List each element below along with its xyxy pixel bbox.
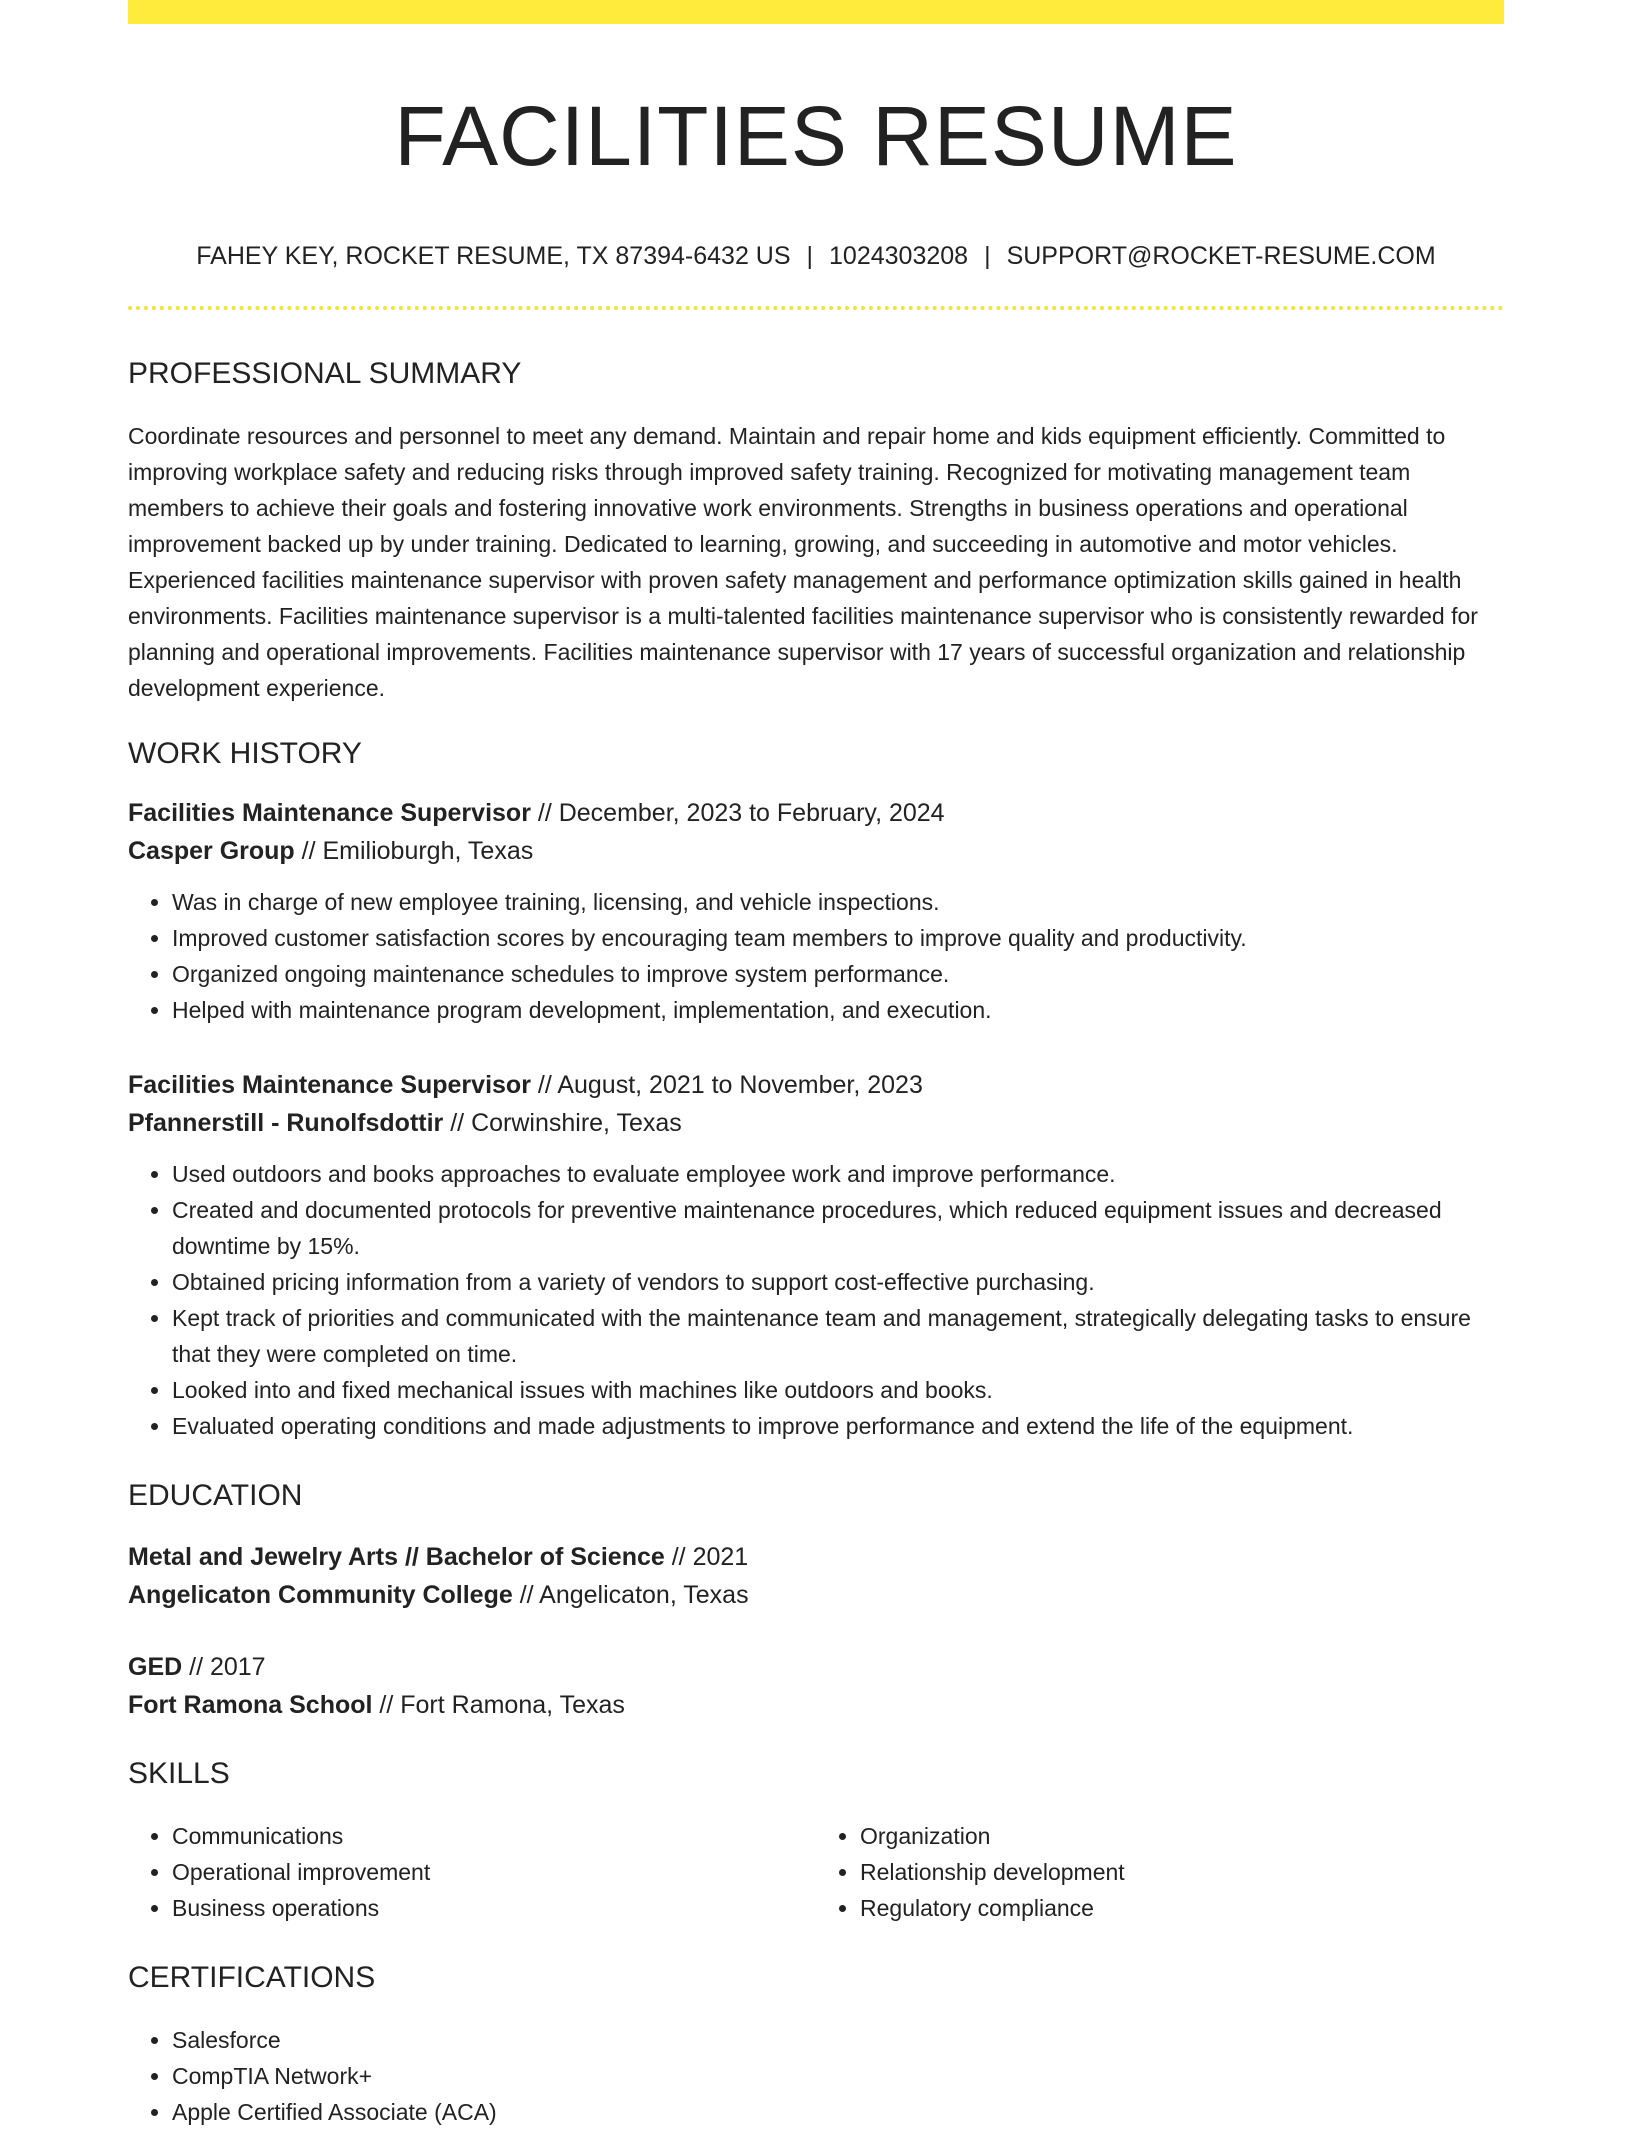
skills-column-right (816, 1818, 1504, 1926)
job-bullet: • Was in charge of new employee training, licensing, and vehicle inspections. (172, 884, 1504, 920)
skill-item: • Communications (172, 1818, 816, 1854)
contact-info (128, 240, 1504, 272)
school-line (128, 1686, 1504, 1724)
job-bullets (128, 1156, 1504, 1444)
job-bullet: • Evaluated operating conditions and made adjustments to improve performance and extend the life of the equipment. (172, 1408, 1504, 1444)
education-entry (128, 1648, 1504, 1724)
graduation-year: // 2017 (182, 1653, 266, 1681)
school-location: // Angelicaton, Texas (512, 1581, 749, 1609)
job-bullet: • Used outdoors and books approaches to evaluate employee work and improve performance. (172, 1156, 1504, 1192)
summary-text: Coordinate resources and personnel to meet any demand. Maintain and repair home and kids equipment efficiently. Committed to improving workplace safety and reducing risks through improved safety training. Recognized for motivating management team members to achieve their goals and fostering innovative work environments. Strengths in business operations and operational improvement backed up by under training. Dedicated to learning, growing, and succeeding in automotive and motor vehicles. Experienced facilities maintenance supervisor with proven safety management and performance optimization skills gained in health environments. Facilities maintenance supervisor is a multi-talented facilities maintenance supervisor who is consistently rewarded for planning and operational improvements. Facilities maintenance supervisor with 17 years of successful organization and relationship development experience. (128, 423, 1478, 701)
job-location: // Corwinshire, Texas (443, 1109, 682, 1137)
job-company-line (128, 832, 1504, 870)
graduation-year: // 2021 (664, 1543, 749, 1571)
job-bullet: • Helped with maintenance program development, implementation, and execution. (172, 992, 1504, 1028)
dotted-divider (128, 306, 1504, 310)
job-title-line (128, 1066, 1504, 1104)
summary-heading: PROFESSIONAL SUMMARY (128, 357, 522, 390)
school-line (128, 1576, 1504, 1614)
contact-phone: 1024303208 (829, 242, 969, 270)
job-title: Facilities Maintenance Supervisor (128, 799, 531, 827)
job-entry (128, 794, 1504, 1028)
work-history-heading: WORK HISTORY (128, 737, 362, 770)
certification-item: • Salesforce (172, 2022, 1504, 2058)
skill-item: • Organization (860, 1818, 1504, 1854)
certifications-list (128, 2022, 1504, 2130)
job-dates: // December, 2023 to February, 2024 (530, 799, 945, 827)
job-bullet: • Improved customer satisfaction scores by encouraging team members to improve quality and productivity. (172, 920, 1504, 956)
job-company-line (128, 1104, 1504, 1142)
job-dates: // August, 2021 to November, 2023 (530, 1071, 923, 1099)
job-bullet: • Kept track of priorities and communicated with the maintenance team and management, strategically delegating tasks to ensure that they were completed on time. (172, 1300, 1504, 1372)
job-bullets (128, 884, 1504, 1028)
skill-item: • Operational improvement (172, 1854, 816, 1890)
contact-address: FAHEY KEY, ROCKET RESUME, TX 87394-6432 US (196, 242, 791, 270)
skill-item: • Business operations (172, 1890, 816, 1926)
school: Angelicaton Community College (128, 1581, 513, 1609)
contact-separator: | (806, 242, 814, 270)
education-heading: EDUCATION (128, 1479, 303, 1512)
certifications-heading: CERTIFICATIONS (128, 1961, 376, 1994)
degree-line (128, 1538, 1504, 1576)
job-company: Casper Group (128, 837, 295, 865)
job-title: Facilities Maintenance Supervisor (128, 1071, 531, 1099)
degree: Metal and Jewelry Arts // Bachelor of Science (128, 1543, 665, 1571)
education-entry (128, 1538, 1504, 1614)
contact-separator: | (984, 242, 991, 270)
degree-line (128, 1648, 1504, 1686)
skills-heading: SKILLS (128, 1757, 230, 1790)
job-location: // Emilioburgh, Texas (294, 837, 534, 865)
skills-column-left (128, 1818, 816, 1926)
job-company: Pfannerstill - Runolfsdottir (128, 1109, 444, 1137)
skills-grid (128, 1818, 1504, 1926)
resume-page (128, 0, 1504, 2130)
school: Fort Ramona School (128, 1691, 373, 1719)
job-title-line (128, 794, 1504, 832)
degree: GED (128, 1653, 183, 1681)
contact-email: SUPPORT@ROCKET-RESUME.COM (1006, 242, 1436, 270)
skill-item: • Regulatory compliance (860, 1890, 1504, 1926)
certification-item: • CompTIA Network+ (172, 2058, 1504, 2094)
job-bullet: • Created and documented protocols for preventive maintenance procedures, which reduced equipment issues and decreased downtime by 15%. (172, 1192, 1504, 1264)
certification-item: • Apple Certified Associate (ACA) (172, 2094, 1504, 2130)
accent-bar (128, 0, 1504, 24)
job-entry (128, 1066, 1504, 1444)
job-bullet: • Organized ongoing maintenance schedules to improve system performance. (172, 956, 1504, 992)
job-bullet: • Looked into and fixed mechanical issues with machines like outdoors and books. (172, 1372, 1504, 1408)
job-bullet: • Obtained pricing information from a variety of vendors to support cost-effective purchasing. (172, 1264, 1504, 1300)
school-location: // Fort Ramona, Texas (372, 1691, 625, 1719)
skill-item: • Relationship development (860, 1854, 1504, 1890)
resume-title: FACILITIES RESUME (394, 89, 1238, 183)
